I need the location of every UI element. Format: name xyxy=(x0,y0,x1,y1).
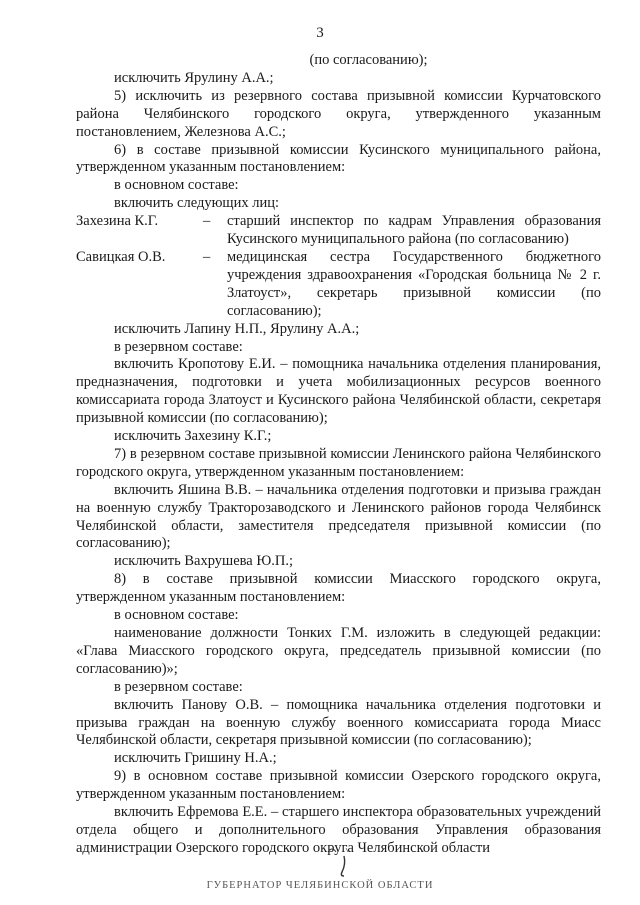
text-line: включить следующих лиц: xyxy=(114,195,279,212)
text-line: в резервном составе: xyxy=(114,338,243,355)
text-line: (по согласованию); xyxy=(309,52,428,68)
text-line: наименование должности Тонких Г.М. изложить в следующей редакции: «Глава Миасского городского округа, председатель призывной комиссии (по согласованию)»; xyxy=(76,625,601,677)
paragraph-9: 9) в основном составе призывной комиссии Озерского городского округа, утвержденном указанным постановлением: xyxy=(76,768,601,803)
text-line: исключить Гришину Н.А.; xyxy=(114,750,277,767)
paragraph-7: 7) в резервном составе призывной комиссии Ленинского района Челябинского городского округа, утвержденном указанным постановлением: xyxy=(76,445,601,480)
text-line: включить Панову О.В. – помощника начальника отделения подготовки и призыва граждан на военную службу военного комиссариата города Миасс Челябинской области, секретаря призывной комиссии (по согласованию); xyxy=(76,696,601,749)
dash: – xyxy=(203,213,211,230)
document-body xyxy=(76,52,601,858)
paragraph-8: 8) в составе призывной комиссии Миасского городского округа, утвержденном указанным постановлением: xyxy=(76,571,601,606)
footer-text: ГУБЕРНАТОР ЧЕЛЯБИНСКОЙ ОБЛАСТИ xyxy=(206,880,434,891)
text-line: в резервном составе: xyxy=(114,678,243,695)
person-description: медицинская сестра Государственного бюджетного учреждения здравоохранения «Городская больница № 2 г. Златоуст», секретарь призывной комиссии (по согласованию); xyxy=(227,248,601,319)
paragraph-6: 6) в составе призывной комиссии Кусинского муниципального района, утвержденном указанным постановлением: xyxy=(76,141,601,176)
text-line: включить Ефремова Е.Е. – старшего инспектора образовательных учреждений отдела общего и дополнительного образования Управления образования администрации Озерского городского округа Челябинской области xyxy=(76,804,601,856)
text-line: включить Яшина В.В. – начальника отделения подготовки и призыва граждан на военную службу Тракторозаводского и Ленинского районов города Челябинск Челябинской области, заместителя председателя призывной комиссии (по согласованию); xyxy=(76,481,601,552)
paragraph-5: 5) исключить из резервного состава призывной комиссии Курчатовского района Челябинского городского округа, утвержденного указанным постановлением, Железнова А.С.; xyxy=(76,87,601,140)
person-description: старший инспектор по кадрам Управления образования Кусинского муниципального района (по согласованию) xyxy=(227,213,601,248)
text-line: в основном составе: xyxy=(114,177,239,194)
signature-mark xyxy=(318,838,364,878)
dash: – xyxy=(203,248,211,265)
text-line: исключить Вахрушева Ю.П.; xyxy=(114,553,294,570)
text-line: исключить Лапину Н.П., Ярулину А.А.; xyxy=(114,320,360,337)
person-name: Савицкая О.В. xyxy=(76,248,166,265)
text-line: исключить Захезину К.Г.; xyxy=(114,428,272,445)
text-line: включить Кропотову Е.И. – помощника начальника отделения планирования, предназначения, подготовки и учета мобилизационных ресурсов военного комиссариата города Златоуст и Кусинского района Челябинской области, секретаря призывной комиссии (по согласованию); xyxy=(76,356,601,427)
person-name: Захезина К.Г. xyxy=(76,213,159,230)
person-entry xyxy=(76,249,601,321)
person-entry xyxy=(76,213,601,249)
text-line: исключить Ярулину А.А.; xyxy=(114,69,274,86)
page-number: 3 xyxy=(316,25,324,41)
text-line: в основном составе: xyxy=(114,607,239,624)
